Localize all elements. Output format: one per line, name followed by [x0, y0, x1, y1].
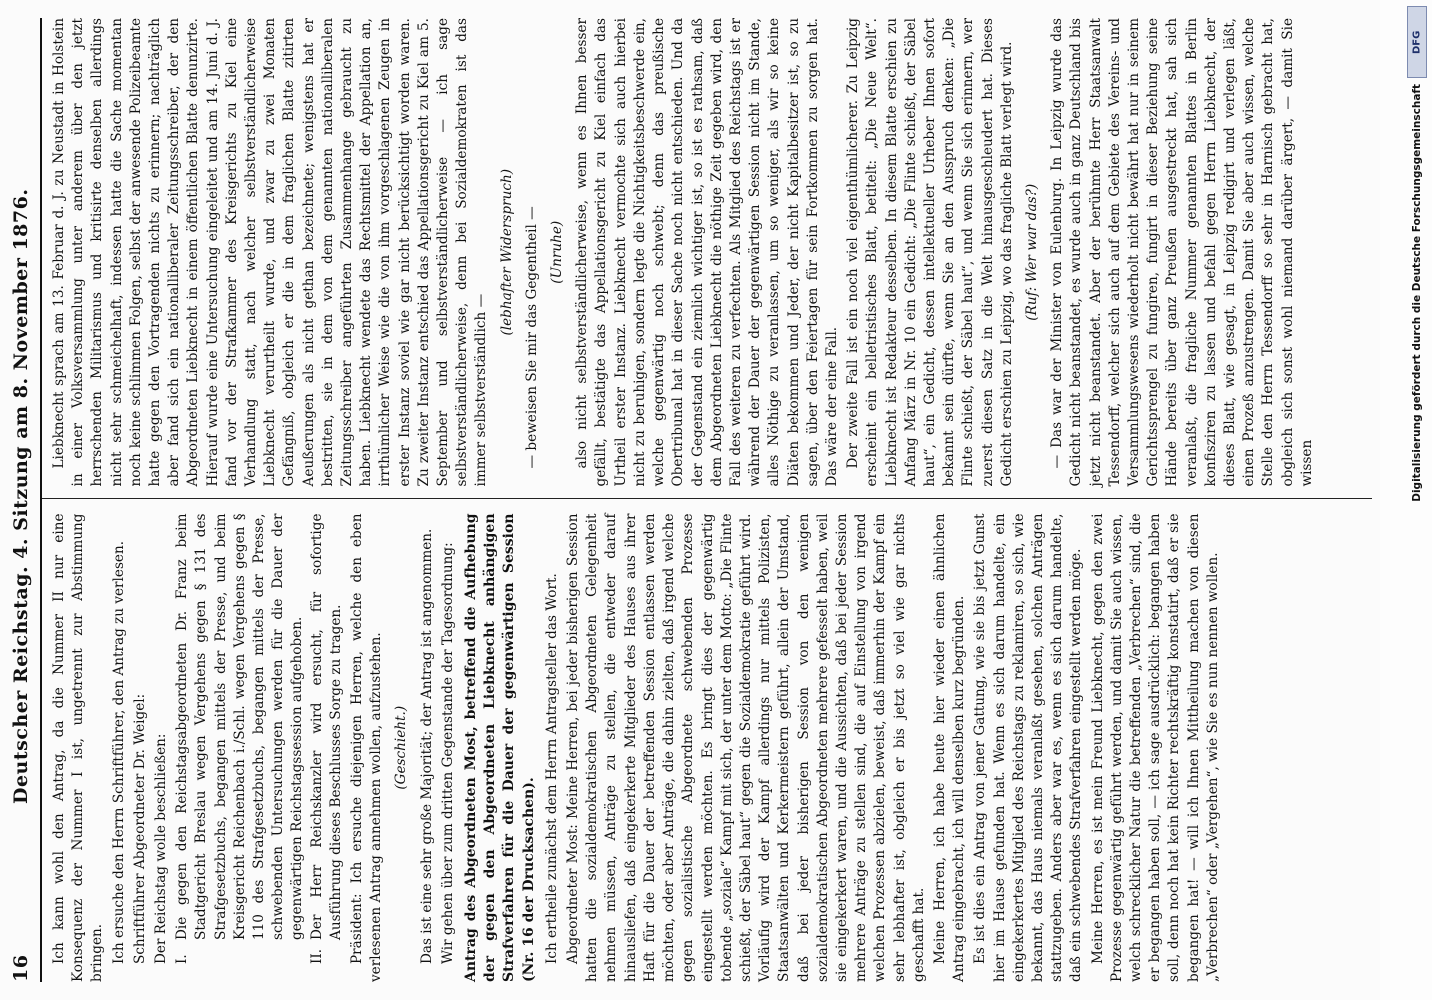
- paragraph: also nicht selbstverständlicherweise, wenn es Ihnen besser gefällt, bestätigte das Appellationsgericht zu Kiel einfach das Urtheil erster Instanz. Liebknecht vermochte sich auch hierbei nicht zu beruhigen, sondern legte die Nichtigkeitsbeschwerde ein, welche gegenwärtig noch schwebt; denn das preußische Obertribunal hat in dieser Sache noch nicht entschieden. Und da der Gegenstand ein ziemlich wichtiger ist, so ist es rathsam, daß dem Abgeordneten Liebknecht die nöthige Zeit gegeben wird, den Fall des weiteren zu verfechten. Als Mitglied des Reichstags ist er während der Dauer der gegenwärtigen Session nicht im Stande, alles Nöthige zu veranlassen, um so weniger, als wir so keine Diäten bekommen und Jeder, der nicht Kapitalbesitzer ist, so zu sagen, über den Feiertagen für sein Fortkommen zu sorgen hat. Das wäre der eine Fall.: [574, 18, 840, 487]
- remark: (Geschieht.): [393, 705, 410, 790]
- dfg-logo-icon: DFG: [1407, 6, 1427, 78]
- paragraph: Das ist eine sehr große Majorität; der Antrag ist angenommen.: [418, 528, 435, 964]
- running-title: Deutscher Reichstag. 4. Sitzung am 8. November 1876.: [10, 188, 32, 805]
- remark: (Unruhe): [549, 220, 566, 284]
- paragraph: Liebknecht sprach am 13. Februar d. J. zu Neustadt in Holstein in einer Volksversammlung unter anderem über den jetzt herrschenden Militarismus und kritisirte denselben allerdings nicht sehr schmeichelhaft, indessen hatte die Sache momentan noch keine schlimmen Folgen, selbst der anwesende Polizeibeamte hatte gegen den Vortragenden nichts zu erinnern; nachträglich aber fand sich ein nationalliberaler Zeitungsschreiber, der den Abgeordneten Liebknecht in einem öffentlichen Blatte denunzirte. Hierauf wurde eine Untersuchung eingeleitet und am 14. Juni d. J. fand vor der Strafkammer des Kreisgerichts zu Kiel eine Verhandlung statt, nach welcher selbstverständlicherweise Liebknecht verurtheilt wurde, und zwar zu zwei Monaten Gefängniß, obgleich er die in dem fraglichen Blatte zitirten Aeußerungen als nicht gethan bezeichnete; wenigstens hat er bestritten, sie in dem von dem genannten nationalliberalen Zeitungsschreiber angeführten Zusammenhange gebraucht zu haben. Liebknecht wendete das Rechtsmittel der Appellation an, irrthümlicher Weise wie die von ihm vorgeschlagenen Zeugen in erster Instanz soviel wie gar nicht berücksichtigt worden waren. Zu zweiter Instanz entschied das Appellationsgericht zu Kiel am 5. September und selbstverständlicherweise — ich sage selbstverständlicherweise, denn bei Sozialdemokraten ist das immer selbstverständlich —: [51, 18, 490, 487]
- list-number: I.: [174, 954, 191, 964]
- list-item: [308, 514, 346, 965]
- remark: (lebhafter Widerspruch): [498, 168, 515, 336]
- page-header: [10, 18, 42, 982]
- list-text: Die gegen den Reichstagsabgeordneten Dr. Franz beim Stadtgericht Breslau wegen Vergehens gegen § 131 des Strafgesetzbuchs, begangen mittels der Presse, und beim Kreisgericht Reichenbach i./Schl. wegen Vergehens gegen § 110 des Strafgesetzbuchs, begangen mittels der Presse, schwebenden Untersuchungen werden für die Dauer der gegenwärtigen Reichstagssession aufgehoben.: [174, 513, 306, 940]
- paragraph: Wir gehen über zum dritten Gegenstande der Tagesordnung:: [439, 542, 456, 964]
- list-number: II.: [308, 948, 325, 964]
- list-text: Der Herr Reichskanzler wird ersucht, für sofortige Ausführung dieses Beschlusses Sorge zu tragen.: [308, 513, 344, 940]
- paragraph: — Das war der Minister von Eulenburg. In Leipzig wurde das Gedicht nicht beanstandet, es wurde auch in ganz Deutschland bis jetzt nicht beanstandet. Aber der berühmte Herr Staatsanwalt Tessendorff, welcher sich auch auf dem Gebiete des Vereins- und Versammlungswesens wiederholt nicht bewährt hat nur in seinem Gerichtssprengel zu fungiren, fungirt in dieser Beziehung seine Hände bereits über ganz Preußen ausgestreckt hat, sah sich veranlaßt, die fragliche Nummer genannten Blattes in Berlin konfisziren zu lassen und befahl gegen Herrn Liebknecht, der dieses Blatt, wie gesagt, in Leipzig redigirt und verlegen läßt, einen Prozeß anzustrengen. Damit Sie aber auch wissen, welche Stelle den Herrn Tessendorff so sehr in Harnisch gebracht hat, obgleich sich sonst wohl niemand darüber ärgert, — damit Sie wissen: [1049, 18, 1315, 487]
- text-columns: [42, 18, 1372, 982]
- paragraph: Meine Herren, ich habe heute hier wieder einen ähnlichen Antrag eingebracht, ich will denselben kurz begründen.: [931, 513, 968, 982]
- funding-note: [1402, 0, 1432, 1000]
- paragraph: Ich ertheile zunächst dem Herrn Antragsteller das Wort.: [543, 573, 560, 964]
- resolution-list: [173, 514, 346, 983]
- remark: (Ruf: Wer war das?): [1023, 183, 1040, 321]
- paragraph: Präsident: Ich ersuche diejenigen Herren, welche den eben verlesenen Antrag annehmen wollen, aufzustehen.: [349, 513, 385, 982]
- paragraph: Der Reichstag wolle beschließen:: [153, 733, 170, 964]
- paragraph: Ich ersuche den Herrn Schriftführer, den Antrag zu verlesen.: [110, 540, 127, 964]
- list-item: [173, 514, 307, 965]
- page-number: 16: [10, 954, 32, 982]
- paragraph: Abgeordneter Most: Meine Herren, bei jeder bisherigen Session hatten die sozialdemokratischen Abgeordneten Gelegenheit nehmen müssen, Anträge zu stellen, die entweder darauf hinausliefen, daß eingekerkerte Mitglieder des Hauses aus ihrer Haft für die Dauer der betreffenden Session entlassen werden möchten, oder aber Anträge, die dahin zielten, daß irgend welche gegen sozialistische Abgeordnete schwebenden Prozesse eingestellt werden möchten. Es bringt dies der gegenwärtig tobende „soziale“ Kampf mit sich, der unter dem Motto: „Die Flinte schießt, der Säbel haut“ gegen die Sozialdemokratie geführt wird. Vorläufig wird der Kampf allerdings nur mittels Polizisten, Staatsanwälten und Kerkermeistern geführt, allein der Umstand, daß bei jeder bisherigen Session von den wenigen sozialdemokratischen Abgeordneten mehrere gefesselt haben, weil sie eingekerkert waren, und die Aussichten, daß bei jeder Session mehrere Anträge zu stellen sind, die auf Einstellung von irgend welchen Prozessen abzielen, beweist, daß immerhin der Kampf ein sehr lebhafter ist, obgleich er bis jetzt so viel wie gar nichts geschafft hat.: [565, 513, 927, 982]
- right-column: [42, 18, 1372, 500]
- left-column: [42, 514, 1372, 983]
- paragraph: Schriftführer Abgeordneter Dr. Weigel:: [131, 693, 148, 964]
- agenda-heading: Antrag des Abgeordneten Most, betreffend die Aufhebung der gegen den Abgeordneten Liebknecht anhängigen Strafverfahren für die Dauer der gegenwärtigen Session (Nr. 16 der Drucksachen).: [463, 513, 537, 982]
- paragraph: Der zweite Fall ist ein noch viel eigenthümlicherer. Zu Leipzig erscheint ein belletristisches Blatt, betitelt: „Die Neue Welt“. Liebknecht ist Redakteur desselben. In diesem Blatte erschien zu Anfang März in Nr. 10 ein Gedicht: „Die Flinte schießt, der Säbel haut“, ein Gedicht, dessen intellektueller Urheber Ihnen sofort bekannt sein dürfte, wenn Sie an den Ausspruch denken: „Die Flinte schießt, der Säbel haut“, und wenn Sie sich erinnern, wer zuerst diesen Satz in die Welt hinausgeschleudert hat. Dieses Gedicht erschien zu Leipzig, wo das fragliche Blatt verlegt wird.: [845, 18, 1015, 487]
- funding-text: Digitalisierung gefördert durch die Deutsche Forschungsgemeinschaft: [1411, 84, 1423, 502]
- paragraph: Es ist dies ein Antrag von jener Gattung, wie sie bis jetzt Gunst hier im Hause gefunden hat. Wenn es sich darum handelte, ein eingekerkertes Mitglied des Reichstags zu reklamiren, so sich, wie bekannt, das Haus niemals veranlaßt gesehen, solchen Anträgen stattzugeben. Anders aber war es, wenn es sich darum handelte, daß ein schwebendes Strafverfahren eingestellt werden möge.: [972, 513, 1085, 982]
- paragraph: Ich kann wohl den Antrag, da die Nummer II nur eine Konsequenz der Nummer I ist, ungetrennt zur Abstimmung bringen.: [51, 513, 106, 982]
- paragraph: Meine Herren, es ist mein Freund Liebknecht, gegen den zwei Prozesse gegenwärtig geführt werden, und damit Sie auch wissen, welch schrecklicher Natur die betreffenden „Verbrechen“ sind, die er begangen haben soll, — ich sage ausdrücklich: begangen haben soll, denn noch hat kein Richter rechtskräftig konstatirt, daß er sie begangen hat! — will ich Ihnen Mittheilung machen von diesen „Verbrechen“ oder „Vergehen“, wie Sie es nun nennen wollen.: [1089, 513, 1221, 982]
- paragraph: — beweisen Sie mir das Gegentheil —: [523, 206, 540, 469]
